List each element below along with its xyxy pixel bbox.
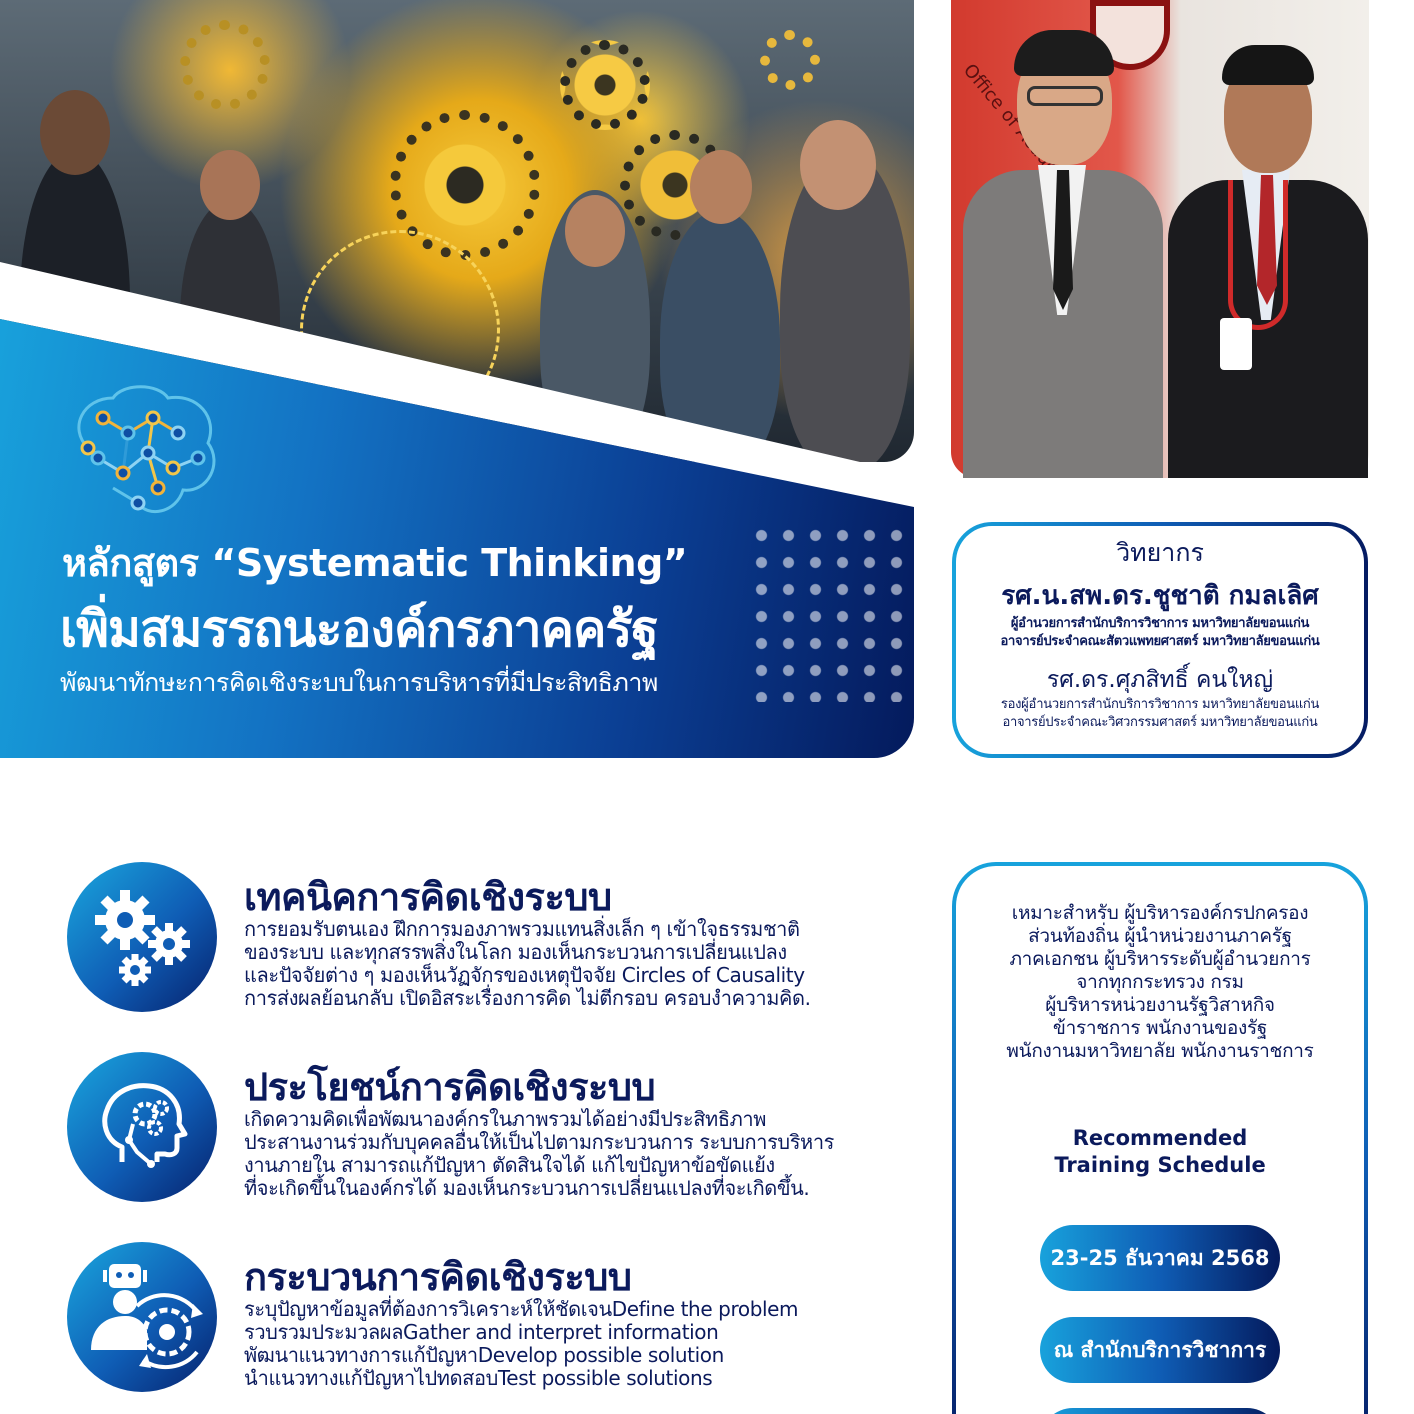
speaker2-position: รองผู้อำนวยการสำนักบริการวิชาการ มหาวิทยาลัยขอนแก่น [1000, 697, 1320, 712]
course-subtitle: พัฒนาทักษะการคิดเชิงระบบในการบริหารที่มีประสิทธิภาพ [60, 668, 658, 697]
feature-text: และปัจจัยต่าง ๆ มองเห็นวัฏจักรของเหตุปัจจัย Circles of Causality [244, 963, 805, 987]
dot-pattern [748, 522, 916, 702]
backdrop-text: Office of [958, 60, 1024, 132]
glasses [1027, 86, 1103, 106]
venue-badge: ณ สำนักบริการวิชาการ [1040, 1317, 1280, 1383]
feature-text: การยอมรับตนเอง ฝึกการมองภาพรวมแทนสิ่งเล็ก ๆ เข้าใจธรรมชาติ [244, 917, 800, 941]
schedule-heading: Training Schedule [1054, 1153, 1266, 1177]
audience-text: ข้าราชการ พนักงานของรัฐ [1052, 1017, 1268, 1039]
gears-icon [67, 862, 217, 1012]
feature-text: งานภายใน สามารถแก้ปัญหา ตัดสินใจได้ แก้ไขปัญหาข้อขัดแย้ง [244, 1153, 775, 1177]
feature-text: ที่จะเกิดขึ้นในองค์กรได้ มองเห็นกระบวนการเปลี่ยนแปลงที่จะเกิดขึ้น. [244, 1176, 810, 1200]
gear-icon [760, 30, 820, 90]
face [40, 90, 110, 175]
hair [1222, 45, 1314, 85]
feature-text: เกิดความคิดเพื่อพัฒนาองค์กรในภาพรวมได้อย่างมีประสิทธิภาพ [244, 1107, 767, 1131]
gear-icon [560, 40, 650, 130]
speaker1-position: อาจารย์ประจำคณะสัตวแพทยศาสตร์ มหาวิทยาลัยขอนแก่น [1000, 634, 1320, 649]
robot-process-icon [67, 1242, 217, 1392]
face [565, 195, 625, 267]
brain-network-icon [58, 378, 228, 528]
feature-text: นำแนวทางแก้ปัญหาไปทดสอบTest possible solutions [244, 1366, 713, 1390]
feature-title: ประโยชน์การคิดเชิงระบบ [244, 1065, 656, 1109]
face [690, 150, 752, 224]
audience-text: ภาคเอกชน ผู้บริหารระดับผู้อำนวยการ [1009, 948, 1311, 970]
speaker2-position: อาจารย์ประจำคณะวิศวกรรมศาสตร์ มหาวิทยาลัยขอนแก่น [1002, 715, 1318, 730]
audience-text: ผู้บริหารหน่วยงานรัฐวิสาหกิจ [1045, 994, 1275, 1016]
extra-badge [1040, 1408, 1280, 1414]
schedule-heading: Recommended [1072, 1126, 1248, 1150]
feature-text: รวบรวมประมวลผลGather and interpret information [244, 1320, 719, 1344]
head-gears-icon [67, 1052, 217, 1202]
audience-text: พนักงานมหาวิทยาลัย พนักงานราชการ [1006, 1040, 1314, 1062]
speaker2-name: รศ.ดร.ศุภสิทธิ์ คนใหญ่ [1046, 667, 1274, 693]
audience-text: ส่วนท้องถิ่น ผู้นำหน่วยงานภาครัฐ [1028, 925, 1292, 947]
feature-text: ประสานงานร่วมกับบุคคลอื่นให้เป็นไปตามกระบวนการ ระบบการบริหาร [244, 1130, 835, 1154]
gear-icon [180, 20, 270, 110]
audience-text: จากทุกกระทรวง กรม [1076, 971, 1244, 993]
feature-text: ของระบบ และทุกสรรพสิ่งในโลก มองเห็นกระบวนการเปลี่ยนแปลง [244, 940, 787, 964]
audience-text: เหมาะสำหรับ ผู้บริหารองค์กรปกครอง [1011, 902, 1309, 924]
id-badge [1220, 318, 1252, 370]
course-title: หลักสูตร “Systematic Thinking” [62, 541, 688, 585]
feature-title: เทคนิคการคิดเชิงระบบ [244, 875, 612, 919]
speakers-heading: วิทยากร [1116, 538, 1204, 567]
face [200, 150, 260, 220]
feature-text: ระบุปัญหาข้อมูลที่ต้องการวิเคราะห์ให้ชัดเจนDefine the problem [244, 1297, 799, 1321]
face [800, 120, 876, 210]
feature-title: กระบวนการคิดเชิงระบบ [244, 1255, 632, 1299]
feature-text: พัฒนาแนวทางการแก้ปัญหาDevelop possible solution [244, 1343, 724, 1367]
date-badge: 23-25 ธันวาคม 2568 [1040, 1225, 1280, 1291]
speaker1-name: รศ.น.สพ.ดร.ชูชาติ กมลเลิศ [1001, 581, 1319, 611]
feature-text: การส่งผลย้อนกลับ เปิดอิสระเรื่องการคิด ไม่ตีกรอบ ครอบงำความคิด. [244, 986, 811, 1010]
lanyard [1228, 180, 1288, 330]
speaker1-position: ผู้อำนวยการสำนักบริการวิชาการ มหาวิทยาลัยขอนแก่น [1010, 616, 1310, 631]
person-figure [660, 210, 780, 462]
course-headline: เพิ่มสมรรถนะองค์กรภาคครัฐ [60, 600, 658, 658]
